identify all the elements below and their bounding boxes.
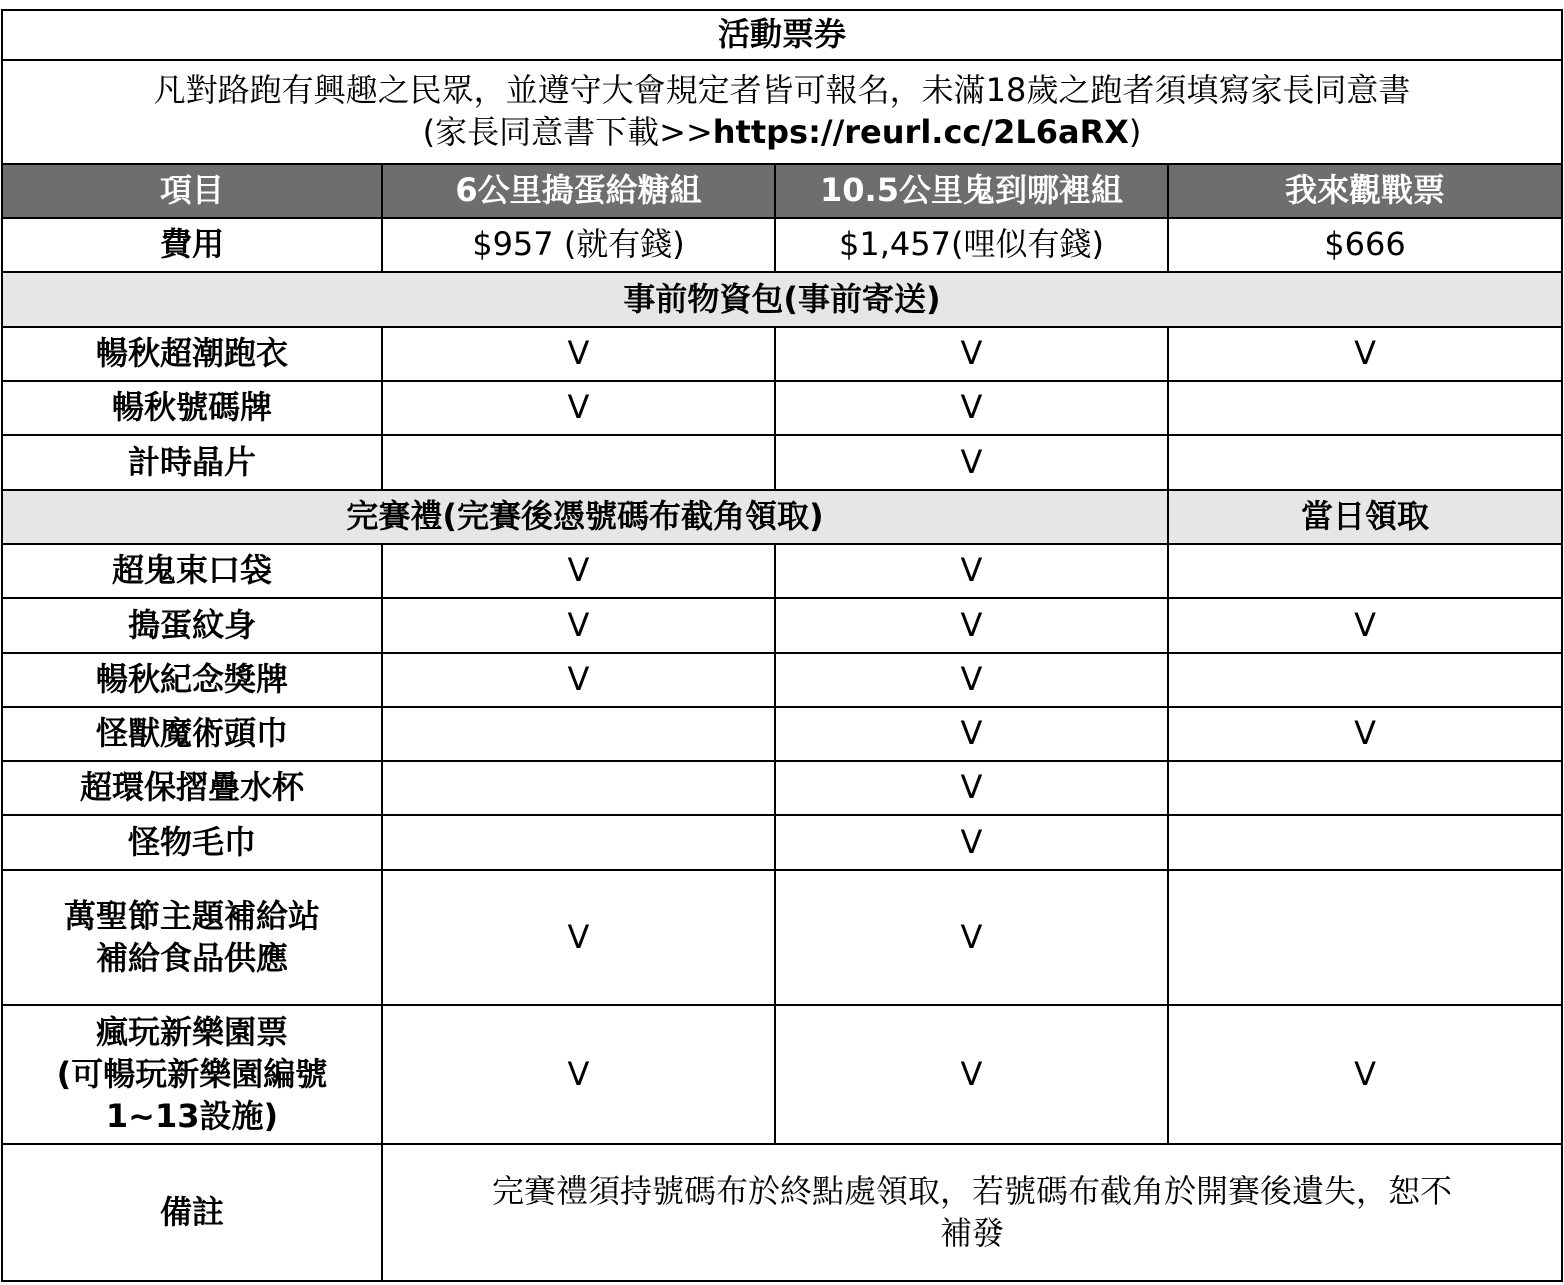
table-row <box>2 815 1562 869</box>
check-cell: V <box>775 707 1168 761</box>
table-row <box>2 435 1562 489</box>
header-item: 項目 <box>2 164 382 218</box>
section-finisher-gifts <box>2 490 1562 544</box>
check-cell <box>382 707 775 761</box>
row-label: 計時晶片 <box>2 435 382 489</box>
section-title: 完賽禮(完賽後憑號碼布截角領取) <box>2 490 1168 544</box>
check-cell: V <box>1168 327 1562 381</box>
check-cell: V <box>382 544 775 598</box>
row-label-line: 萬聖節主題補給站 <box>63 896 320 935</box>
intro-description: 凡對路跑有興趣之民眾，並遵守大會規定者皆可報名，未滿18歲之跑者須填寫家長同意書 <box>153 71 1411 110</box>
check-cell <box>1168 435 1562 489</box>
remark-text <box>382 1144 1562 1281</box>
fee-6k: $957 (就有錢) <box>382 218 775 272</box>
row-label: 搗蛋紋身 <box>2 598 382 652</box>
table-row <box>2 653 1562 707</box>
row-label <box>2 870 382 1006</box>
row-label: 怪獸魔術頭巾 <box>2 707 382 761</box>
remark-label: 備註 <box>2 1144 382 1281</box>
section-pre-race-pack <box>2 272 1562 326</box>
check-cell: V <box>775 381 1168 435</box>
table-row <box>2 1005 1562 1144</box>
fee-10-5k: $1,457(哩似有錢) <box>775 218 1168 272</box>
remark-row <box>2 1144 1562 1281</box>
check-cell: V <box>382 653 775 707</box>
row-label: 超環保摺疊水杯 <box>2 761 382 815</box>
row-label: 暢秋超潮跑衣 <box>2 327 382 381</box>
check-cell: V <box>382 381 775 435</box>
row-label-line: 瘋玩新樂園票 <box>95 1013 288 1052</box>
check-cell: V <box>382 870 775 1006</box>
check-cell <box>1168 381 1562 435</box>
check-cell: V <box>775 761 1168 815</box>
section-side-note: 當日領取 <box>1168 490 1562 544</box>
check-cell: V <box>775 327 1168 381</box>
row-label <box>2 1005 382 1144</box>
header-6k: 6公里搗蛋給糖組 <box>382 164 775 218</box>
check-cell: V <box>775 653 1168 707</box>
check-cell: V <box>1168 598 1562 652</box>
check-cell <box>1168 870 1562 1006</box>
row-label: 暢秋紀念獎牌 <box>2 653 382 707</box>
consent-link-suffix: ) <box>1128 113 1142 152</box>
check-cell <box>1168 653 1562 707</box>
remark-line: 補發 <box>940 1213 1005 1252</box>
check-cell <box>382 815 775 869</box>
row-label-line: 1~13設施) <box>105 1096 279 1135</box>
table-row <box>2 381 1562 435</box>
consent-link-prefix: (家長同意書下載>> <box>422 113 713 152</box>
check-cell: V <box>775 815 1168 869</box>
header-spectator: 我來觀戰票 <box>1168 164 1562 218</box>
table-title: 活動票券 <box>2 10 1562 60</box>
check-cell <box>382 435 775 489</box>
check-cell: V <box>775 544 1168 598</box>
check-cell <box>1168 761 1562 815</box>
check-cell: V <box>775 1005 1168 1144</box>
check-cell: V <box>382 598 775 652</box>
table-row <box>2 544 1562 598</box>
check-cell <box>1168 544 1562 598</box>
table-row <box>2 327 1562 381</box>
check-cell: V <box>775 435 1168 489</box>
table-row <box>2 598 1562 652</box>
check-cell: V <box>1168 707 1562 761</box>
check-cell <box>382 761 775 815</box>
check-cell: V <box>775 598 1168 652</box>
remark-line: 完賽禮須持號碼布於終點處領取，若號碼布截角於開賽後遺失，恕不 <box>492 1171 1453 1210</box>
check-cell <box>1168 815 1562 869</box>
intro-text <box>2 60 1562 164</box>
table-row <box>2 707 1562 761</box>
row-label: 超鬼束口袋 <box>2 544 382 598</box>
consent-form-link[interactable]: https://reurl.cc/2L6aRX <box>712 113 1129 152</box>
header-row <box>2 164 1562 218</box>
check-cell: V <box>775 870 1168 1006</box>
header-10-5k: 10.5公里鬼到哪裡組 <box>775 164 1168 218</box>
section-title: 事前物資包(事前寄送) <box>2 272 1562 326</box>
ticket-table <box>1 9 1563 1282</box>
check-cell: V <box>382 327 775 381</box>
check-cell: V <box>382 1005 775 1144</box>
table-row <box>2 761 1562 815</box>
row-label: 怪物毛巾 <box>2 815 382 869</box>
row-label-line: 補給食品供應 <box>95 938 288 977</box>
fee-row <box>2 218 1562 272</box>
fee-label: 費用 <box>2 218 382 272</box>
fee-spectator: $666 <box>1168 218 1562 272</box>
row-label-line: (可暢玩新樂園編號 <box>56 1055 328 1093</box>
row-label: 暢秋號碼牌 <box>2 381 382 435</box>
table-row <box>2 870 1562 1006</box>
check-cell: V <box>1168 1005 1562 1144</box>
